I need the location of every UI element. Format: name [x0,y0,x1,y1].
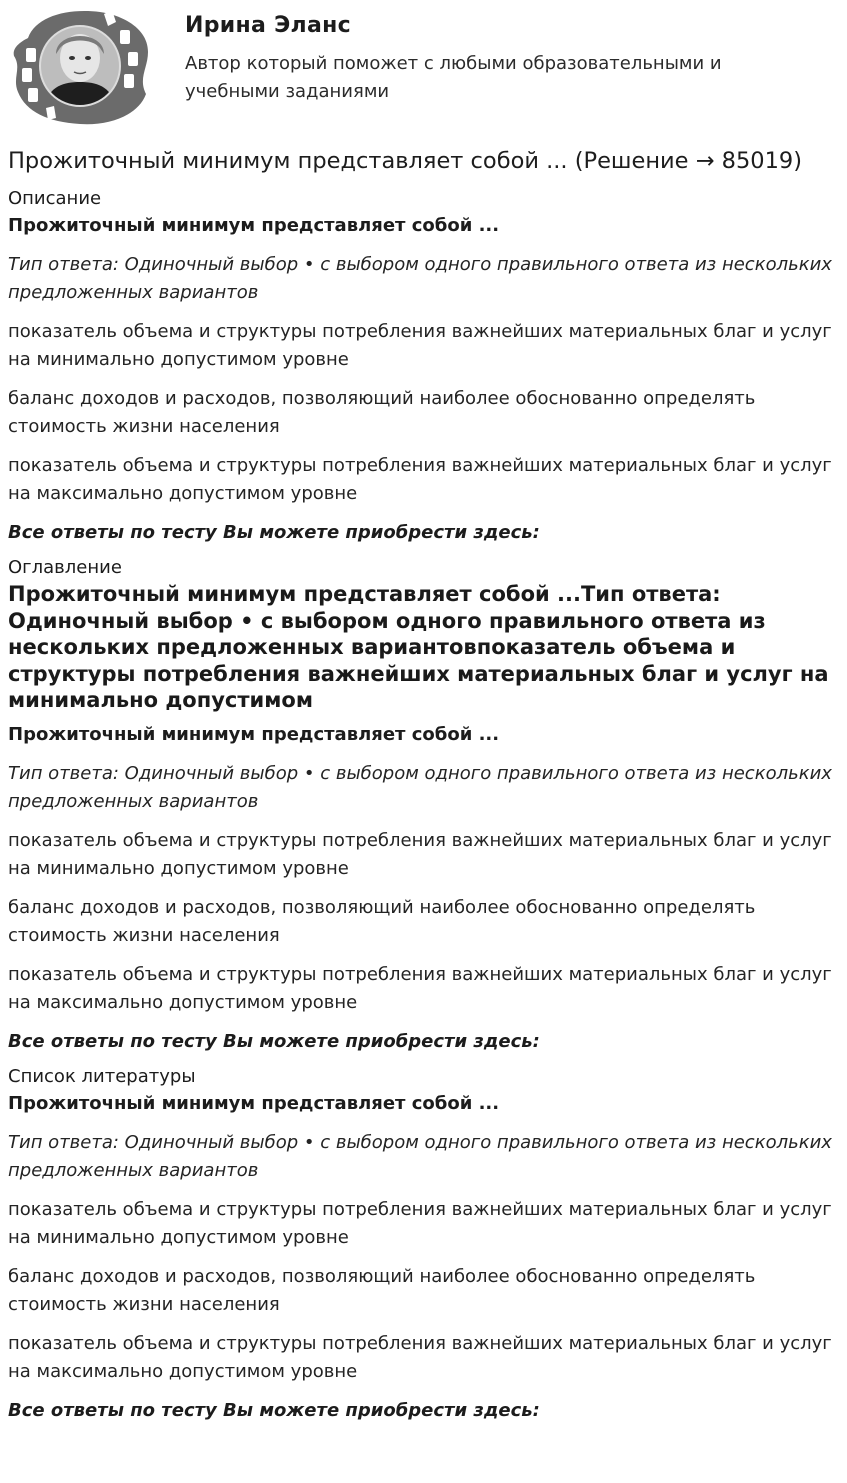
section-label-toc: Оглавление [8,557,122,578]
answer-option: показатель объема и структуры потребления важнейших материальных благ и услуг на максимально допустимом уровне [8,455,832,504]
toc-heading: Прожиточный минимум представляет собой ...Тип ответа: Одиночный выбор • с выбором одного правильного ответа из нескольких предложенных вариантовпоказатель объема и структуры потребления важнейших материальных благ и услуг на минимально допустимом [8,582,829,712]
answer-type: Тип ответа: Одиночный выбор • с выбором одного правильного ответа из нескольких предложенных вариантов [8,762,832,812]
author-name: Ирина Эланс [185,13,351,38]
author-description: Автор который поможет с любыми образовательными и учебными заданиями [185,53,722,102]
main-content [8,146,840,1425]
answer-option: показатель объема и структуры потребления важнейших материальных благ и услуг на минимально допустимом уровне [8,1198,832,1248]
answer-option: показатель объема и структуры потребления важнейших материальных благ и услуг на максимально допустимом уровне [8,963,832,1013]
buy-answers-text: Все ответы по тесту Вы можете приобрести здесь: [8,522,540,543]
answer-option: показатель объема и структуры потребления важнейших материальных благ и услуг на максимально допустимом уровне [8,1332,832,1382]
answer-option: баланс доходов и расходов, позволяющий наиболее обоснованно определять стоимость жизни населения [8,896,756,946]
answer-option: показатель объема и структуры потребления важнейших материальных благ и услуг на минимально допустимом уровне [8,829,832,879]
answer-type: Тип ответа: Одиночный выбор • с выбором одного правильного ответа из нескольких предложенных вариантов [8,1131,832,1181]
answer-type: Тип ответа: Одиночный выбор • с выбором одного правильного ответа из нескольких предложенных вариантов [8,254,832,303]
author-avatar [8,8,150,126]
section-label-description: Описание [8,188,102,209]
answer-option: баланс доходов и расходов, позволяющий наиболее обоснованно определять стоимость жизни населения [8,388,756,437]
question-text: Прожиточный минимум представляет собой ... [8,1092,500,1114]
description-section [8,186,840,547]
question-text: Прожиточный минимум представляет собой ... [8,215,500,236]
toc-section [8,555,840,1056]
author-header [0,0,847,140]
buy-answers-text: Все ответы по тесту Вы можете приобрести здесь: [8,1030,540,1052]
section-label-literature: Список литературы [8,1065,196,1087]
literature-section [8,1064,840,1425]
buy-answers-text: Все ответы по тесту Вы можете приобрести здесь: [8,1399,540,1421]
answer-option: показатель объема и структуры потребления важнейших материальных благ и услуг на минимально допустимом уровне [8,321,832,370]
question-text: Прожиточный минимум представляет собой ... [8,723,500,745]
page-title: Прожиточный минимум представляет собой ... (Решение → 85019) [8,148,803,174]
answer-option: баланс доходов и расходов, позволяющий наиболее обоснованно определять стоимость жизни населения [8,1265,756,1315]
